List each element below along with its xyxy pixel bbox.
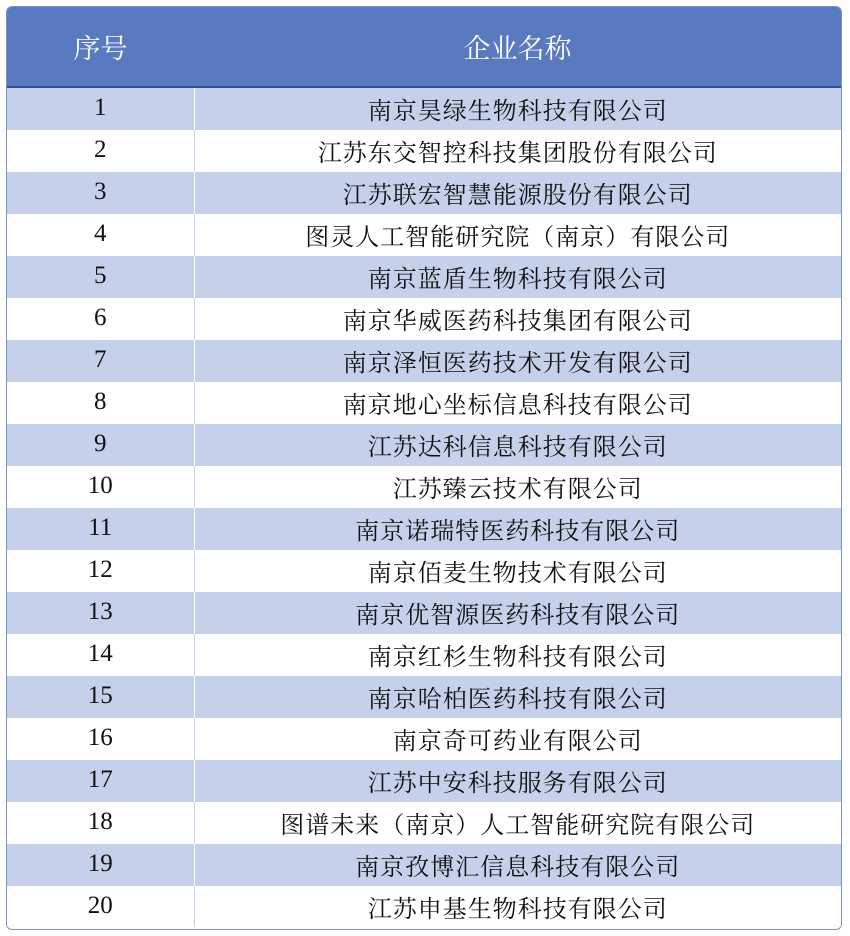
header-row xyxy=(7,7,841,87)
row-index: 15 xyxy=(7,675,194,717)
table-row xyxy=(7,255,841,297)
company-list-table xyxy=(7,7,841,927)
table-row xyxy=(7,339,841,381)
row-company-name: 南京优智源医药科技有限公司 xyxy=(194,591,841,633)
table-row xyxy=(7,297,841,339)
row-company-name: 南京地心坐标信息科技有限公司 xyxy=(194,381,841,423)
row-index: 20 xyxy=(7,885,194,927)
row-index: 7 xyxy=(7,339,194,381)
row-company-name: 江苏联宏智慧能源股份有限公司 xyxy=(194,171,841,213)
row-company-name: 南京昊绿生物科技有限公司 xyxy=(194,87,841,129)
row-company-name: 江苏达科信息科技有限公司 xyxy=(194,423,841,465)
row-company-name: 图灵人工智能研究院（南京）有限公司 xyxy=(194,213,841,255)
row-company-name: 江苏申基生物科技有限公司 xyxy=(194,885,841,927)
table-row xyxy=(7,171,841,213)
table-row xyxy=(7,591,841,633)
table-row xyxy=(7,759,841,801)
table-row xyxy=(7,801,841,843)
table-row xyxy=(7,423,841,465)
row-index: 13 xyxy=(7,591,194,633)
row-company-name: 南京奇可药业有限公司 xyxy=(194,717,841,759)
table-row xyxy=(7,717,841,759)
row-company-name: 南京哈柏医药科技有限公司 xyxy=(194,675,841,717)
table-row xyxy=(7,213,841,255)
row-company-name: 南京华威医药科技集团有限公司 xyxy=(194,297,841,339)
row-company-name: 南京孜博汇信息科技有限公司 xyxy=(194,843,841,885)
row-index: 1 xyxy=(7,87,194,129)
row-company-name: 南京蓝盾生物科技有限公司 xyxy=(194,255,841,297)
table-row xyxy=(7,633,841,675)
row-company-name: 南京泽恒医药技术开发有限公司 xyxy=(194,339,841,381)
row-company-name: 江苏中安科技服务有限公司 xyxy=(194,759,841,801)
row-index: 6 xyxy=(7,297,194,339)
row-index: 14 xyxy=(7,633,194,675)
row-index: 16 xyxy=(7,717,194,759)
row-index: 3 xyxy=(7,171,194,213)
row-index: 10 xyxy=(7,465,194,507)
table-row xyxy=(7,465,841,507)
header-company-name: 企业名称 xyxy=(194,7,841,87)
table-row xyxy=(7,507,841,549)
row-company-name: 图谱未来（南京）人工智能研究院有限公司 xyxy=(194,801,841,843)
table-row xyxy=(7,87,841,129)
table-body xyxy=(7,87,841,927)
table-row xyxy=(7,885,841,927)
table-row xyxy=(7,129,841,171)
company-table xyxy=(6,6,842,930)
row-company-name: 江苏东交智控科技集团股份有限公司 xyxy=(194,129,841,171)
table-row xyxy=(7,381,841,423)
row-company-name: 南京诺瑞特医药科技有限公司 xyxy=(194,507,841,549)
row-index: 11 xyxy=(7,507,194,549)
header-index: 序号 xyxy=(7,7,194,87)
row-index: 17 xyxy=(7,759,194,801)
row-index: 18 xyxy=(7,801,194,843)
row-company-name: 江苏臻云技术有限公司 xyxy=(194,465,841,507)
row-index: 12 xyxy=(7,549,194,591)
row-company-name: 南京红杉生物科技有限公司 xyxy=(194,633,841,675)
row-index: 5 xyxy=(7,255,194,297)
table-row xyxy=(7,549,841,591)
row-company-name: 南京佰麦生物技术有限公司 xyxy=(194,549,841,591)
table-row xyxy=(7,675,841,717)
row-index: 4 xyxy=(7,213,194,255)
row-index: 8 xyxy=(7,381,194,423)
table-row xyxy=(7,843,841,885)
table-header xyxy=(7,7,841,87)
row-index: 9 xyxy=(7,423,194,465)
row-index: 19 xyxy=(7,843,194,885)
row-index: 2 xyxy=(7,129,194,171)
